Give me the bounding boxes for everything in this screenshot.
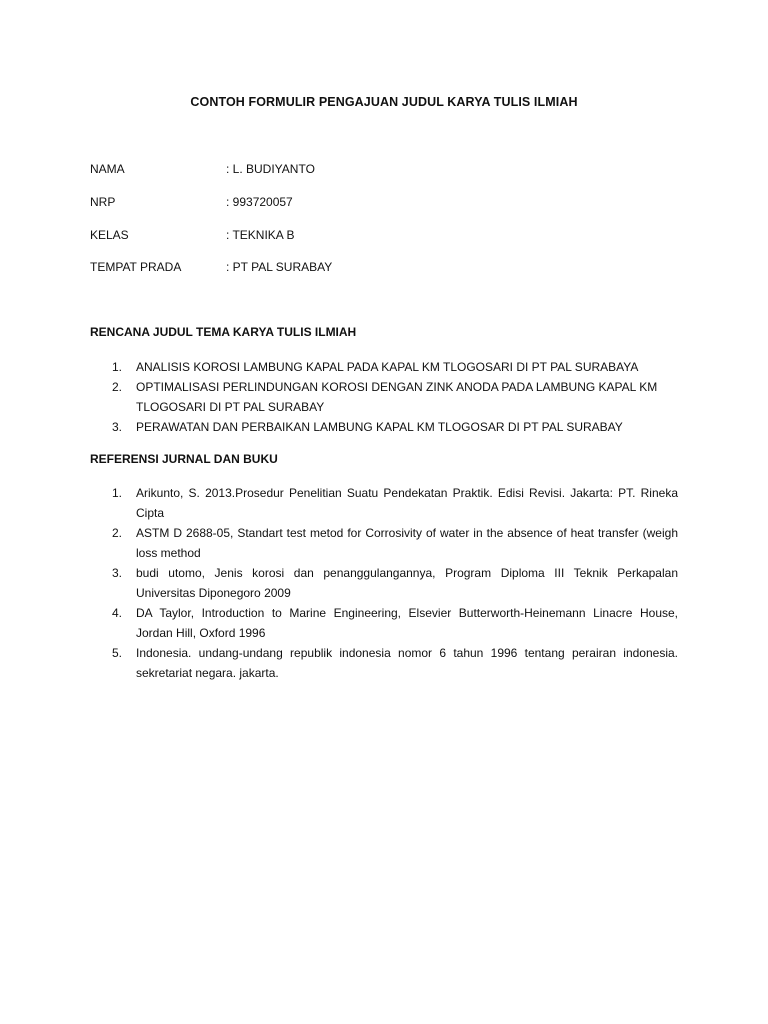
field-value: : 993720057 [226, 195, 293, 209]
field-nrp [90, 194, 690, 210]
list-text: Indonesia. undang-undang republik indonesia nomor 6 tahun 1996 tentang perairan indonesia. sekretariat negara. jakarta. [136, 646, 678, 680]
rencana-heading: RENCANA JUDUL TEMA KARYA TULIS ILMIAH [90, 325, 357, 339]
list-text: ASTM D 2688-05, Standart test metod for Corrosivity of water in the absence of heat transfer (weigh loss method [136, 526, 678, 560]
referensi-heading: REFERENSI JURNAL DAN BUKU [90, 452, 278, 466]
list-number: 4. [112, 606, 123, 620]
list-number: 1. [112, 360, 123, 374]
list-item [90, 523, 678, 563]
list-number: 2. [112, 526, 123, 540]
list-number: 1. [112, 486, 123, 500]
field-value: : PT PAL SURABAY [226, 260, 333, 274]
list-number: 3. [112, 566, 123, 580]
list-text: ANALISIS KOROSI LAMBUNG KAPAL PADA KAPAL KM TLOGOSARI DI PT PAL SURABAYA [136, 360, 639, 374]
field-kelas [90, 227, 690, 243]
rencana-list [90, 357, 678, 437]
list-item [90, 357, 678, 377]
list-text: PERAWATAN DAN PERBAIKAN LAMBUNG KAPAL KM TLOGOSAR DI PT PAL SURABAY [136, 420, 623, 434]
field-label: NAMA [90, 162, 125, 176]
document-title: CONTOH FORMULIR PENGAJUAN JUDUL KARYA TULIS ILMIAH [190, 95, 578, 109]
list-item [90, 377, 678, 417]
list-item [90, 417, 678, 437]
referensi-list [90, 483, 678, 683]
list-item [90, 563, 678, 603]
list-text: OPTIMALISASI PERLINDUNGAN KOROSI DENGAN ZINK ANODA PADA LAMBUNG KAPAL KM TLOGOSARI DI PT PAL SURABAY [136, 380, 658, 414]
field-label: KELAS [90, 228, 129, 242]
list-item [90, 483, 678, 523]
list-number: 5. [112, 646, 123, 660]
list-number: 3. [112, 420, 123, 434]
list-item [90, 603, 678, 643]
field-label: TEMPAT PRADA [90, 260, 182, 274]
list-number: 2. [112, 380, 123, 394]
field-nama [90, 161, 690, 177]
field-value: : TEKNIKA B [226, 228, 295, 242]
list-text: DA Taylor, Introduction to Marine Engineering, Elsevier Butterworth-Heinemann Linacre House, Jordan Hill, Oxford 1996 [136, 606, 678, 640]
field-label: NRP [90, 195, 116, 209]
list-text: budi utomo, Jenis korosi dan penanggulangannya, Program Diploma III Teknik Perkapalan Universitas Diponegoro 2009 [136, 566, 678, 600]
field-tempat-prada [90, 259, 690, 275]
field-value: : L. BUDIYANTO [226, 162, 315, 176]
list-item [90, 643, 678, 683]
list-text: Arikunto, S. 2013.Prosedur Penelitian Suatu Pendekatan Praktik. Edisi Revisi. Jakarta: PT. Rineka Cipta [136, 486, 678, 520]
